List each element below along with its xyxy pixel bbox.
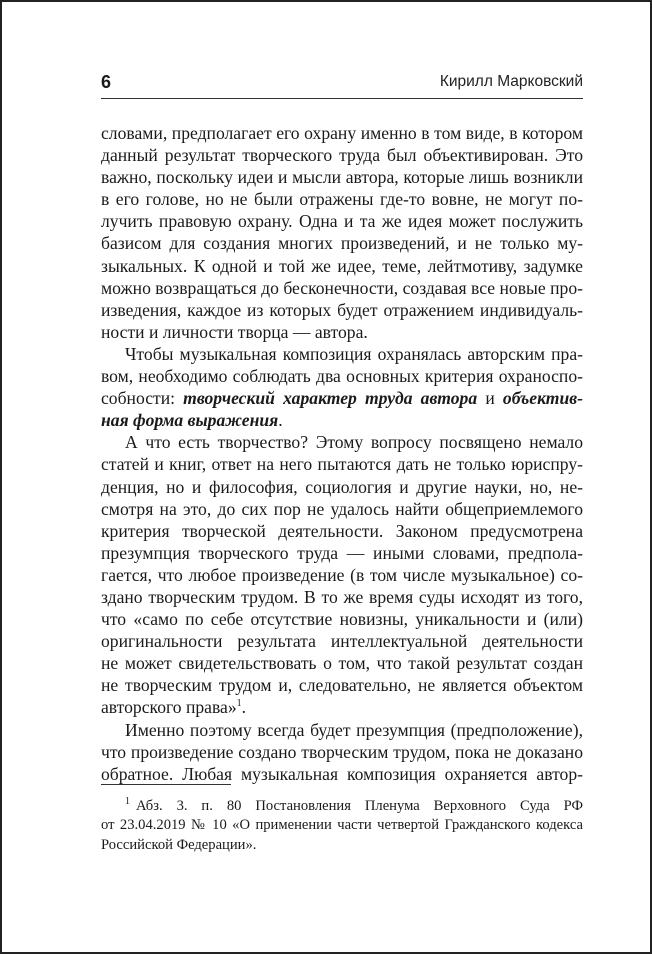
text-line: в его голове, но не были отражены где-то вовне, не могут по- xyxy=(101,189,583,210)
text-line: смотря на это, до сих пор не удалось найти общеприемлемого xyxy=(101,498,583,519)
text-line: базисом для создания многих произведений, и не только му- xyxy=(101,233,583,254)
footnote-line: Российской Федерации». xyxy=(101,836,257,853)
page-header xyxy=(101,72,583,94)
text-line: презумпция творческого труда — иными словами, предпола- xyxy=(101,542,583,563)
footnote-mark: 1 xyxy=(125,796,130,808)
text-line: денция, но и философия, социология и другие науки, но, не- xyxy=(101,476,583,497)
text-line: вом, необходимо соблюдать два основных критерия охраноспо- xyxy=(101,366,583,387)
text-line: статей и книг, ответ на него пытаются дать не только юриспру- xyxy=(101,454,583,475)
emphasis-creative-character: творческий характер труда автора xyxy=(183,388,478,409)
text-line: здано творческим трудом. В то же время суды исходят из того, xyxy=(101,586,583,607)
text-line: А что есть творчество? Этому вопросу посвящено немало xyxy=(125,432,583,453)
text-run: и xyxy=(477,388,503,409)
paragraph-2 xyxy=(101,343,583,431)
page-number: 6 xyxy=(101,72,112,92)
text-run: собности: xyxy=(101,388,184,409)
text-line: Чтобы музыкальная композиция охранялась авторским пра- xyxy=(125,343,583,364)
footnote-text: Абз. 3. п. 80 Постановления Пленума Верховного Суда РФ xyxy=(136,798,583,814)
text-run: авторского права» xyxy=(101,697,237,718)
text-line: можно возвращаться до бесконечности, создавая все новые про- xyxy=(101,277,583,298)
paragraph-3 xyxy=(101,431,583,718)
emphasis-objective-form: объектив- xyxy=(502,388,583,409)
text-line: критерия творческой деятельности. Законом предусмотрена xyxy=(101,520,583,541)
emphasis-objective-form-cont: ная форма выражения xyxy=(101,410,279,431)
text-line xyxy=(101,696,583,718)
running-title: Кирилл Марковский xyxy=(439,73,583,90)
text-line: гается, что любое произведение (в том числе музыкальное) со- xyxy=(101,564,583,585)
text-line: не творческим трудом и, следовательно, не является объектом xyxy=(101,675,583,696)
text-run: . xyxy=(241,697,247,718)
text-line: что произведение создано творческим трудом, пока не доказано xyxy=(101,741,583,762)
text-line: словами, предполагает его охрану именно в том виде, в котором xyxy=(101,123,583,143)
body-text xyxy=(101,122,583,785)
footnote xyxy=(101,797,583,855)
text-line: обратное. Любая музыкальная композиция охраняется автор- xyxy=(101,763,583,784)
text-line: данный результат творческого труда был объективирован. Это xyxy=(101,145,583,166)
footnote-rule xyxy=(101,784,231,785)
footnote-reference[interactable]: 1 xyxy=(236,698,242,710)
header-rule xyxy=(101,98,583,99)
text-line: Именно поэтому всегда будет презумпция (предположение), xyxy=(125,719,583,740)
text-line: что «само по себе отсутствие новизны, уникальности и (или) xyxy=(101,609,583,630)
text-line: оригинальности результата интеллектуальной деятельности xyxy=(101,631,583,652)
text-line: важно, поскольку идеи и мысли автора, которые лишь возникли xyxy=(101,167,583,188)
text-run: . xyxy=(278,410,283,431)
footnote-line xyxy=(101,797,583,816)
text-line: изведения, каждое из которых будет отражением индивидуаль- xyxy=(101,299,583,320)
text-line: ности и личности творца — автора. xyxy=(101,321,368,342)
text-line: лучить правовую охрану. Одна и та же идея может послужить xyxy=(101,211,583,232)
paragraph-4 xyxy=(101,719,583,785)
footnote-line: от 23.04.2019 № 10 «О применении части четвертой Гражданского кодекса xyxy=(101,817,583,834)
text-line: не может свидетельствовать о том, что такой результат создан xyxy=(101,653,583,674)
text-line xyxy=(101,409,583,431)
text-line: зыкальных. К одной и той же идее, теме, лейтмотиву, задумке xyxy=(101,255,583,276)
text-line xyxy=(101,387,583,409)
paragraph-1 xyxy=(101,122,583,343)
